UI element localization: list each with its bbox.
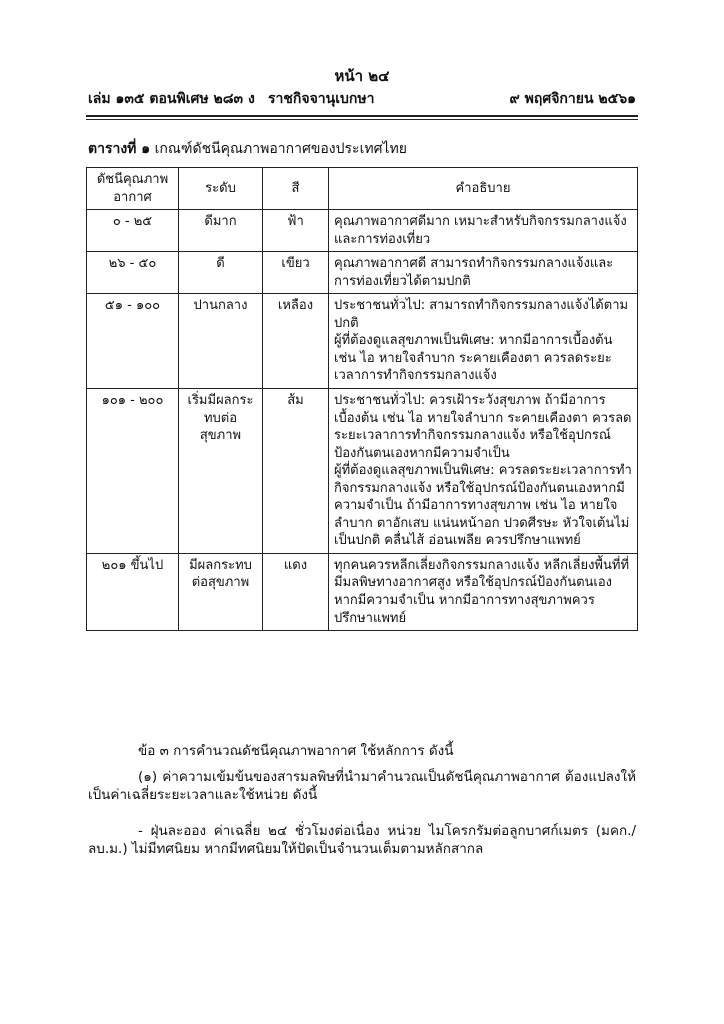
header-aqi: ดัชนีคุณภาพอากาศ <box>87 168 179 210</box>
description-paragraph: ผู้ที่ต้องดูแลสุขภาพเป็นพิเศษ: หากมีอาการเบื้องต้น เช่น ไอ หายใจลำบาก ระคายเคืองตา ควรลดระยะเวลาการทำกิจกรรมกลางแจ้ง <box>334 333 613 384</box>
aqi-color: ส้ม <box>263 389 329 554</box>
aqi-level: ปานกลาง <box>179 294 263 389</box>
aqi-color: เขียว <box>263 252 329 294</box>
description-paragraph: คุณภาพอากาศดี สามารถทำกิจกรรมกลางแจ้งและการท่องเที่ยวได้ตามปกติ <box>334 256 614 289</box>
aqi-level: ดีมาก <box>179 210 263 252</box>
table-row <box>87 252 638 294</box>
table-row <box>87 553 638 630</box>
clause-3-item-1: (๑) ค่าความเข้มข้นของสารมลพิษที่นำมาคำนวณเป็นดัชนีคุณภาพอากาศ ต้องแปลงให้เป็นค่าเฉลี่ยระยะเวลาและใช้หน่วย ดังนี้ <box>88 769 636 804</box>
aqi-level: มีผลกระทบต่อสุขภาพ <box>179 553 263 630</box>
gazette-header <box>88 90 636 110</box>
aqi-table <box>86 167 638 631</box>
header-level: ระดับ <box>179 168 263 210</box>
aqi-range: ๑๐๑ - ๒๐๐ <box>87 389 179 554</box>
header-date: ๙ พฤศจิกายน ๒๕๖๑ <box>509 91 636 107</box>
table-caption-label: ตารางที่ ๑ <box>88 141 151 157</box>
aqi-color: แดง <box>263 553 329 630</box>
table-row <box>87 210 638 252</box>
clause-3-pm25: - ฝุ่นละออง ค่าเฉลี่ย ๒๔ ชั่วโมงต่อเนื่อง หน่วย ไมโครกรัมต่อลูกบาศก์เมตร (มคก./ลบ.ม.) ไม่มีทศนิยม หากมีทศนิยมให้ปัดเป็นจำนวนเต็มตามหลักสากล <box>88 823 636 858</box>
table-caption-text: เกณฑ์ดัชนีคุณภาพอากาศของประเทศไทย <box>154 141 407 157</box>
aqi-description <box>329 294 638 389</box>
aqi-description <box>329 252 638 294</box>
table-row <box>87 389 638 554</box>
aqi-description <box>329 389 638 554</box>
aqi-level: ดี <box>179 252 263 294</box>
description-paragraph: คุณภาพอากาศดีมาก เหมาะสำหรับกิจกรรมกลางแจ้งและการท่องเที่ยว <box>334 214 627 247</box>
aqi-range: ๒๐๑ ขึ้นไป <box>87 553 179 630</box>
header-gazette-title: ราชกิจจานุเบกษา <box>268 91 375 107</box>
aqi-range: ๕๑ - ๑๐๐ <box>87 294 179 389</box>
aqi-color: ฟ้า <box>263 210 329 252</box>
aqi-level: เริ่มมีผลกระทบต่อสุขภาพ <box>179 389 263 554</box>
description-paragraph: ประชาชนทั่วไป: สามารถทำกิจกรรมกลางแจ้งได้ตามปกติ <box>334 298 629 331</box>
aqi-range: ๐ - ๒๕ <box>87 210 179 252</box>
description-paragraph: ผู้ที่ต้องดูแลสุขภาพเป็นพิเศษ: ควรลดระยะเวลาการทำกิจกรรมกลางแจ้ง หรือใช้อุปกรณ์ป้องกันตนเองหากมีความจำเป็น ถ้ามีอาการทางสุขภาพ เช่น ไอ หายใจลำบาก ตาอักเสบ แน่นหน้าอก ปวดศีรษะ หัวใจเต้นไม่เป็นปกติ คลื่นไส้ อ่อนเพลีย ควรปรึกษาแพทย์ <box>334 463 632 549</box>
clause-3: ข้อ ๓ การคำนวณดัชนีคุณภาพอากาศ ใช้หลักการ ดังนี้ <box>138 743 454 759</box>
header-description: คำอธิบาย <box>329 168 638 210</box>
aqi-description <box>329 210 638 252</box>
table-caption <box>88 140 636 159</box>
table-header-row <box>87 168 638 210</box>
description-paragraph: ประชาชนทั่วไป: ควรเฝ้าระวังสุขภาพ ถ้ามีอาการเบื้องต้น เช่น ไอ หายใจลำบาก ระคายเคืองตา ควรลดระยะเวลาการทำกิจกรรมกลางแจ้ง หรือใช้อุปกรณ์ป้องกันตนเองหากมีความจำเป็น <box>334 393 632 461</box>
aqi-color: เหลือง <box>263 294 329 389</box>
description-paragraph: ทุกคนควรหลีกเลี่ยงกิจกรรมกลางแจ้ง หลีกเลี่ยงพื้นที่ที่มีมลพิษทางอากาศสูง หรือใช้อุปกรณ์ป้องกันตนเองหากมีความจำเป็น หากมีอาการทางสุขภาพควรปรึกษาแพทย์ <box>334 557 630 626</box>
page-number: หน้า ๒๔ <box>334 67 390 85</box>
aqi-range: ๒๖ - ๕๐ <box>87 252 179 294</box>
aqi-description <box>329 553 638 630</box>
header-color: สี <box>263 168 329 210</box>
header-volume: เล่ม ๑๓๕ ตอนพิเศษ ๒๘๓ ง <box>88 91 255 107</box>
header-divider <box>86 115 638 120</box>
table-row <box>87 294 638 389</box>
